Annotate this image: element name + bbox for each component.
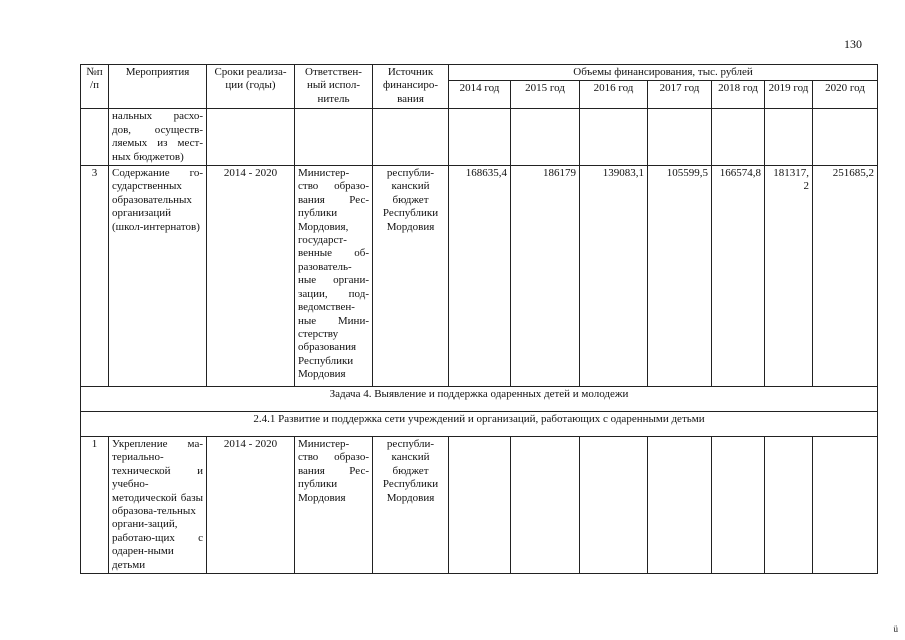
- task-heading: Задача 4. Выявление и поддержка одаренных детей и молодежи: [81, 387, 878, 412]
- executor-cell: Министер-ство образо-вания Рес-публики Мордовия, государст-венные об-разователь-ные органи-зации, под-ведомствен-ные Мини-стерству образования Республики Мордовия: [295, 166, 373, 387]
- table-row: [81, 437, 878, 574]
- table-row: [81, 166, 878, 387]
- terms-cell: 2014 - 2020: [207, 166, 295, 387]
- source-cell: республи-канский бюджет Республики Мордовия: [373, 166, 449, 387]
- col-source-header: Источник финансиро-вания: [373, 65, 449, 109]
- measure-cell: нальных расхо-дов, осуществ-ляемых из мест-ных бюджетов): [109, 109, 207, 166]
- col-terms-header: Сроки реализа-ции (годы): [207, 65, 295, 109]
- row-num: 3: [81, 166, 109, 387]
- value-2017: 105599,5: [648, 166, 712, 387]
- value-2020: 251685,2: [813, 166, 878, 387]
- year-2019-header: 2019 год: [765, 81, 813, 109]
- col-measures-header: Мероприятия: [109, 65, 207, 109]
- source-cell: республи-канский бюджет Республики Мордовия: [373, 437, 449, 574]
- funding-table: [80, 64, 878, 574]
- section-row: [81, 412, 878, 437]
- value-2016: 139083,1: [580, 166, 648, 387]
- row-num: 1: [81, 437, 109, 574]
- executor-cell: Министер-ство образо-вания Рес-публики Мордовия: [295, 437, 373, 574]
- year-2014-header: 2014 год: [449, 81, 511, 109]
- task-row: [81, 387, 878, 412]
- year-2016-header: 2016 год: [580, 81, 648, 109]
- col-num-header: №п /п: [81, 65, 109, 109]
- year-2015-header: 2015 год: [511, 81, 580, 109]
- year-2017-header: 2017 год: [648, 81, 712, 109]
- table-row: [81, 109, 878, 166]
- value-2015: 186179: [511, 166, 580, 387]
- year-2020-header: 2020 год: [813, 81, 878, 109]
- measure-cell: Укрепление ма-териально-технической и учебно-методической базы образова-тельных органи-заций, работаю-щих с одарен-ными детьми: [109, 437, 207, 574]
- col-executor-header: Ответствен-ный испол-нитель: [295, 65, 373, 109]
- year-2018-header: 2018 год: [712, 81, 765, 109]
- page-number: 130: [844, 37, 862, 51]
- col-funding-header: Объемы финансирования, тыс. рублей: [449, 65, 878, 81]
- section-heading: 2.4.1 Развитие и поддержка сети учреждений и организаций, работающих с одаренными детьми: [81, 412, 878, 437]
- corner-mark: ü: [893, 624, 898, 634]
- value-2019: 181317,2: [765, 166, 813, 387]
- measure-cell: Содержание го-сударственных образовательных организаций (школ-интернатов): [109, 166, 207, 387]
- terms-cell: 2014 - 2020: [207, 437, 295, 574]
- value-2018: 166574,8: [712, 166, 765, 387]
- header-row-1: [81, 65, 878, 81]
- value-2014: 168635,4: [449, 166, 511, 387]
